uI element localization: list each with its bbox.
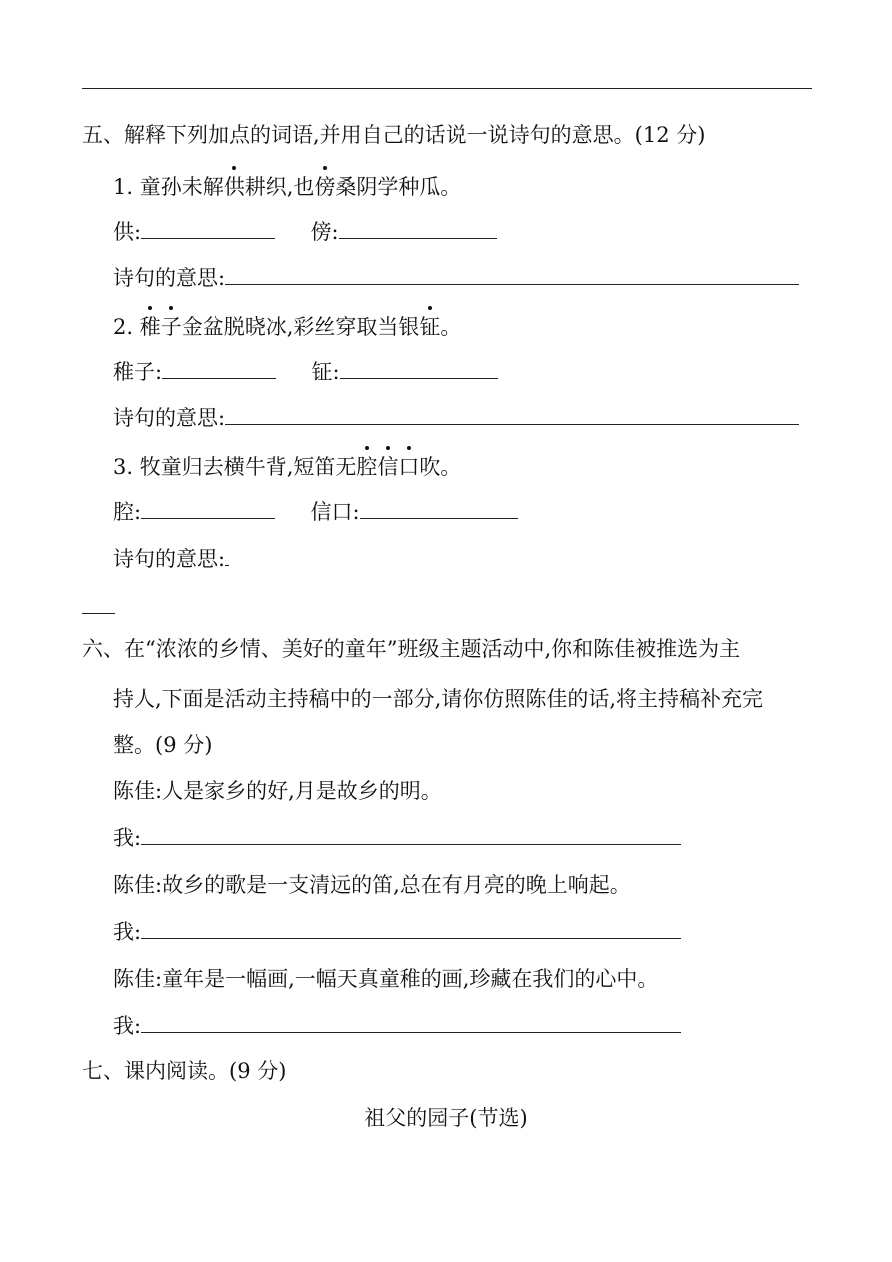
q3-meaning-blank[interactable] bbox=[225, 543, 229, 566]
q2-answers bbox=[113, 356, 498, 387]
q2-meaning-blank[interactable] bbox=[225, 402, 799, 425]
q1-text: 童孙未解 bbox=[139, 175, 224, 199]
q1-number: 1. bbox=[113, 175, 134, 199]
q3-dotted-char: 口 bbox=[398, 452, 419, 482]
q2-line bbox=[113, 312, 461, 342]
q2-answer-a-blank[interactable] bbox=[162, 356, 276, 379]
section5-heading: 五、解释下列加点的词语,并用自己的话说一说诗句的意思。(12 分) bbox=[82, 123, 706, 147]
q2-answer-b-blank[interactable] bbox=[340, 356, 498, 379]
q1-line bbox=[113, 172, 461, 202]
q2-meaning-label: 诗句的意思: bbox=[113, 406, 226, 430]
q3-text: 牧童归去横牛背,短笛无 bbox=[139, 455, 357, 479]
dialog-speaker-line: 陈佳:童年是一幅画,一幅天真童稚的画,珍藏在我们的心中。 bbox=[113, 967, 659, 991]
q1-label-b: 傍: bbox=[310, 220, 339, 244]
section6-heading-line2: 持人,下面是活动主持稿中的一部分,请你仿照陈佳的话,将主持稿补充完 bbox=[113, 687, 764, 711]
dialog-answer-line bbox=[113, 916, 681, 947]
top-rule bbox=[82, 88, 812, 89]
dialog-answer-blank[interactable] bbox=[141, 916, 681, 939]
q1-text: 桑阴学种瓜。 bbox=[335, 175, 462, 199]
q3-answer-b-blank[interactable] bbox=[360, 496, 518, 519]
q3-line bbox=[113, 452, 461, 482]
dialog-answer-line bbox=[113, 1010, 681, 1041]
q3-text: 吹。 bbox=[419, 455, 462, 479]
q1-answers bbox=[113, 216, 497, 247]
q3-answers bbox=[113, 496, 518, 527]
q1-meaning bbox=[113, 262, 799, 293]
me-label: 我: bbox=[113, 920, 142, 944]
section6-heading-line3: 整。(9 分) bbox=[113, 733, 213, 757]
q2-text: 金盆脱晓冰,彩丝穿取当银 bbox=[181, 315, 420, 339]
q1-label-a: 供: bbox=[113, 220, 142, 244]
q1-meaning-blank[interactable] bbox=[225, 262, 799, 285]
q2-dotted-char: 子 bbox=[161, 312, 182, 342]
q2-number: 2. bbox=[113, 315, 134, 339]
dialog-answer-line bbox=[113, 822, 681, 853]
q3-dotted-char: 腔 bbox=[356, 452, 377, 482]
dialog-answer-blank[interactable] bbox=[141, 822, 681, 845]
q2-text: 。 bbox=[440, 315, 462, 339]
me-label: 我: bbox=[113, 1014, 142, 1038]
q3-label-b: 信口: bbox=[310, 500, 360, 524]
passage-title: 祖父的园子(节选) bbox=[364, 1106, 528, 1130]
q2-dotted-char: 稚 bbox=[140, 312, 161, 342]
q3-label-a: 腔: bbox=[113, 500, 142, 524]
q1-answer-b-blank[interactable] bbox=[339, 216, 497, 239]
q1-text: 耕织,也 bbox=[244, 175, 315, 199]
q1-answer-a-blank[interactable] bbox=[141, 216, 275, 239]
q3-meaning bbox=[113, 543, 229, 574]
q2-label-b: 钲: bbox=[311, 360, 340, 384]
q2-meaning bbox=[113, 402, 799, 433]
dialog-speaker-line: 陈佳:故乡的歌是一支清远的笛,总在有月亮的晚上响起。 bbox=[113, 873, 631, 897]
q1-dotted-char: 供 bbox=[224, 172, 245, 202]
q3-dotted-char: 信 bbox=[377, 452, 398, 482]
me-label: 我: bbox=[113, 826, 142, 850]
section7-heading: 七、课内阅读。(9 分) bbox=[82, 1059, 287, 1083]
dialog-answer-blank[interactable] bbox=[141, 1010, 681, 1033]
q3-meaning-blank-continuation[interactable] bbox=[82, 613, 115, 614]
q3-answer-a-blank[interactable] bbox=[141, 496, 275, 519]
q1-dotted-char: 傍 bbox=[314, 172, 335, 202]
q2-label-a: 稚子: bbox=[113, 360, 163, 384]
q2-dotted-char: 钲 bbox=[419, 312, 440, 342]
section6-heading-line1: 六、在“浓浓的乡情、美好的童年”班级主题活动中,你和陈佳被推选为主 bbox=[82, 637, 741, 661]
q3-meaning-label: 诗句的意思: bbox=[113, 547, 226, 571]
q3-number: 3. bbox=[113, 455, 134, 479]
q1-meaning-label: 诗句的意思: bbox=[113, 266, 226, 290]
dialog-speaker-line: 陈佳:人是家乡的好,月是故乡的明。 bbox=[113, 779, 442, 803]
